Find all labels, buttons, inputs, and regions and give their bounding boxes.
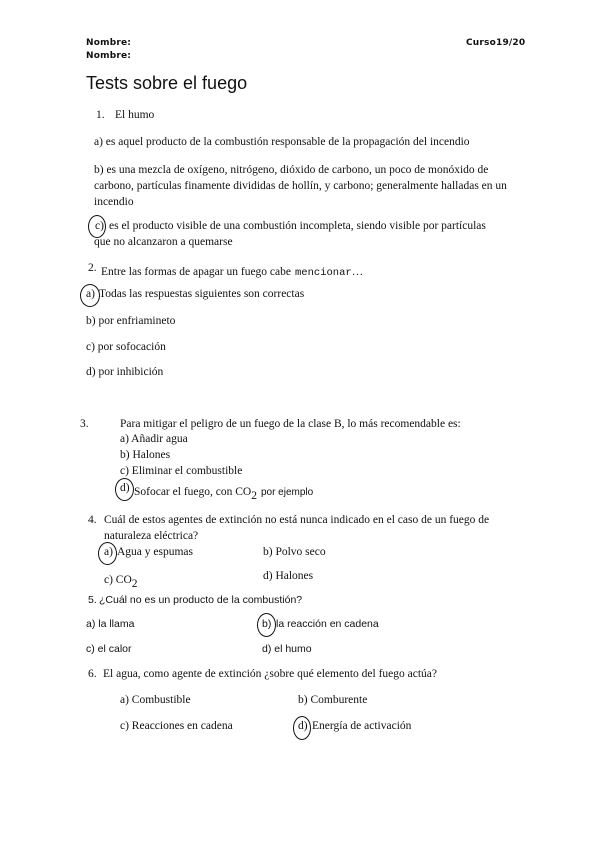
q3-option-a: a) Añadir agua bbox=[120, 433, 188, 445]
q6-option-a: a) Combustible bbox=[120, 694, 191, 706]
q2-option-d: d) por inhibición bbox=[86, 366, 164, 378]
q4-option-a-letter: a) bbox=[104, 546, 113, 558]
q2-text bbox=[101, 262, 363, 280]
q1-option-c-line1: es el producto visible de una combustión incompleta, siendo visible por partículas bbox=[109, 220, 486, 232]
name-label-2: Nombre: bbox=[86, 51, 132, 61]
q3-option-d-letter: d) bbox=[120, 482, 130, 494]
q3-option-d-text: Sofocar el fuego, con CO bbox=[134, 486, 252, 498]
q2-option-a-letter: a) bbox=[86, 288, 95, 300]
q5-option-d: d) el humo bbox=[262, 643, 312, 655]
q5-option-b: la reacción en cadena bbox=[276, 618, 379, 630]
q4-number: 4. bbox=[88, 514, 97, 526]
q3-option-b: b) Halones bbox=[120, 449, 171, 461]
q4-option-c-text: c) CO bbox=[104, 574, 132, 586]
q6-answer-circle bbox=[293, 716, 311, 740]
course-label: Curso19/20 bbox=[466, 38, 526, 48]
q6-option-c: c) Reacciones en cadena bbox=[120, 720, 233, 732]
q2-text-main: Entre las formas de apagar un fuego cabe bbox=[101, 266, 291, 278]
q3-option-d bbox=[134, 482, 313, 502]
name-label-1: Nombre: bbox=[86, 38, 132, 48]
q2-option-a: Todas las respuestas siguientes son correctas bbox=[99, 288, 305, 300]
q2-text-ellipsis: … bbox=[351, 266, 364, 278]
q4-option-a: Agua y espumas bbox=[117, 546, 194, 558]
q5-number: 5. bbox=[88, 594, 97, 606]
q4-answer-circle bbox=[98, 542, 117, 565]
q2-option-c: c) por sofocación bbox=[86, 341, 166, 353]
q6-option-d: Energía de activación bbox=[312, 720, 412, 732]
q1-option-c-letter: c) bbox=[95, 220, 104, 232]
q4-text-line2: naturaleza eléctrica? bbox=[104, 530, 199, 542]
q4-option-c bbox=[104, 570, 138, 590]
q3-option-d-end: por ejemplo bbox=[260, 487, 314, 498]
q3-number: 3. bbox=[80, 418, 89, 430]
q5-option-c: c) el calor bbox=[86, 643, 132, 655]
q1-option-a: a) es aquel producto de la combustión responsable de la propagación del incendio bbox=[94, 136, 470, 148]
q5-option-a: a) la llama bbox=[86, 618, 135, 630]
q2-answer-circle bbox=[80, 284, 100, 307]
q1-answer-circle bbox=[88, 215, 106, 238]
q4-option-b: b) Polvo seco bbox=[263, 546, 326, 558]
q4-text-line1: Cuál de estos agentes de extinción no está nunca indicado en el caso de un fuego de bbox=[104, 514, 490, 526]
page-title: Tests sobre el fuego bbox=[86, 73, 248, 93]
q2-number: 2. bbox=[88, 262, 97, 274]
q2-text-mono: mencionar bbox=[294, 267, 352, 279]
q6-option-d-letter: d) bbox=[298, 720, 308, 732]
q1-text: El humo bbox=[115, 109, 155, 121]
q5-answer-circle bbox=[257, 613, 276, 637]
q6-number: 6. bbox=[88, 668, 97, 680]
q4-option-d: d) Halones bbox=[263, 570, 314, 582]
q4-option-c-sub: 2 bbox=[131, 578, 138, 591]
q3-answer-circle bbox=[115, 478, 134, 501]
q1-option-c-line2: que no alcanzaron a quemarse bbox=[94, 236, 233, 248]
q5-option-b-letter: b) bbox=[262, 618, 272, 630]
q6-text: El agua, como agente de extinción ¿sobre qué elemento del fuego actúa? bbox=[103, 668, 437, 680]
q3-option-d-sub: 2 bbox=[251, 490, 257, 503]
q1-option-b: b) es una mezcla de oxígeno, nitrógeno, dióxido de carbono, un poco de monóxido de carbono, partículas finamente divididas de hollín, y carbono; generalmente halladas en un incendio bbox=[94, 164, 507, 208]
q3-option-c: c) Eliminar el combustible bbox=[120, 465, 243, 477]
q6-option-b: b) Comburente bbox=[298, 694, 368, 706]
q2-option-b: b) por enfriamineto bbox=[86, 315, 176, 327]
q1-number: 1. bbox=[96, 109, 105, 121]
q3-text: Para mitigar el peligro de un fuego de la clase B, lo más recomendable es: bbox=[120, 418, 461, 430]
q5-text: ¿Cuál no es un producto de la combustión? bbox=[99, 594, 303, 606]
